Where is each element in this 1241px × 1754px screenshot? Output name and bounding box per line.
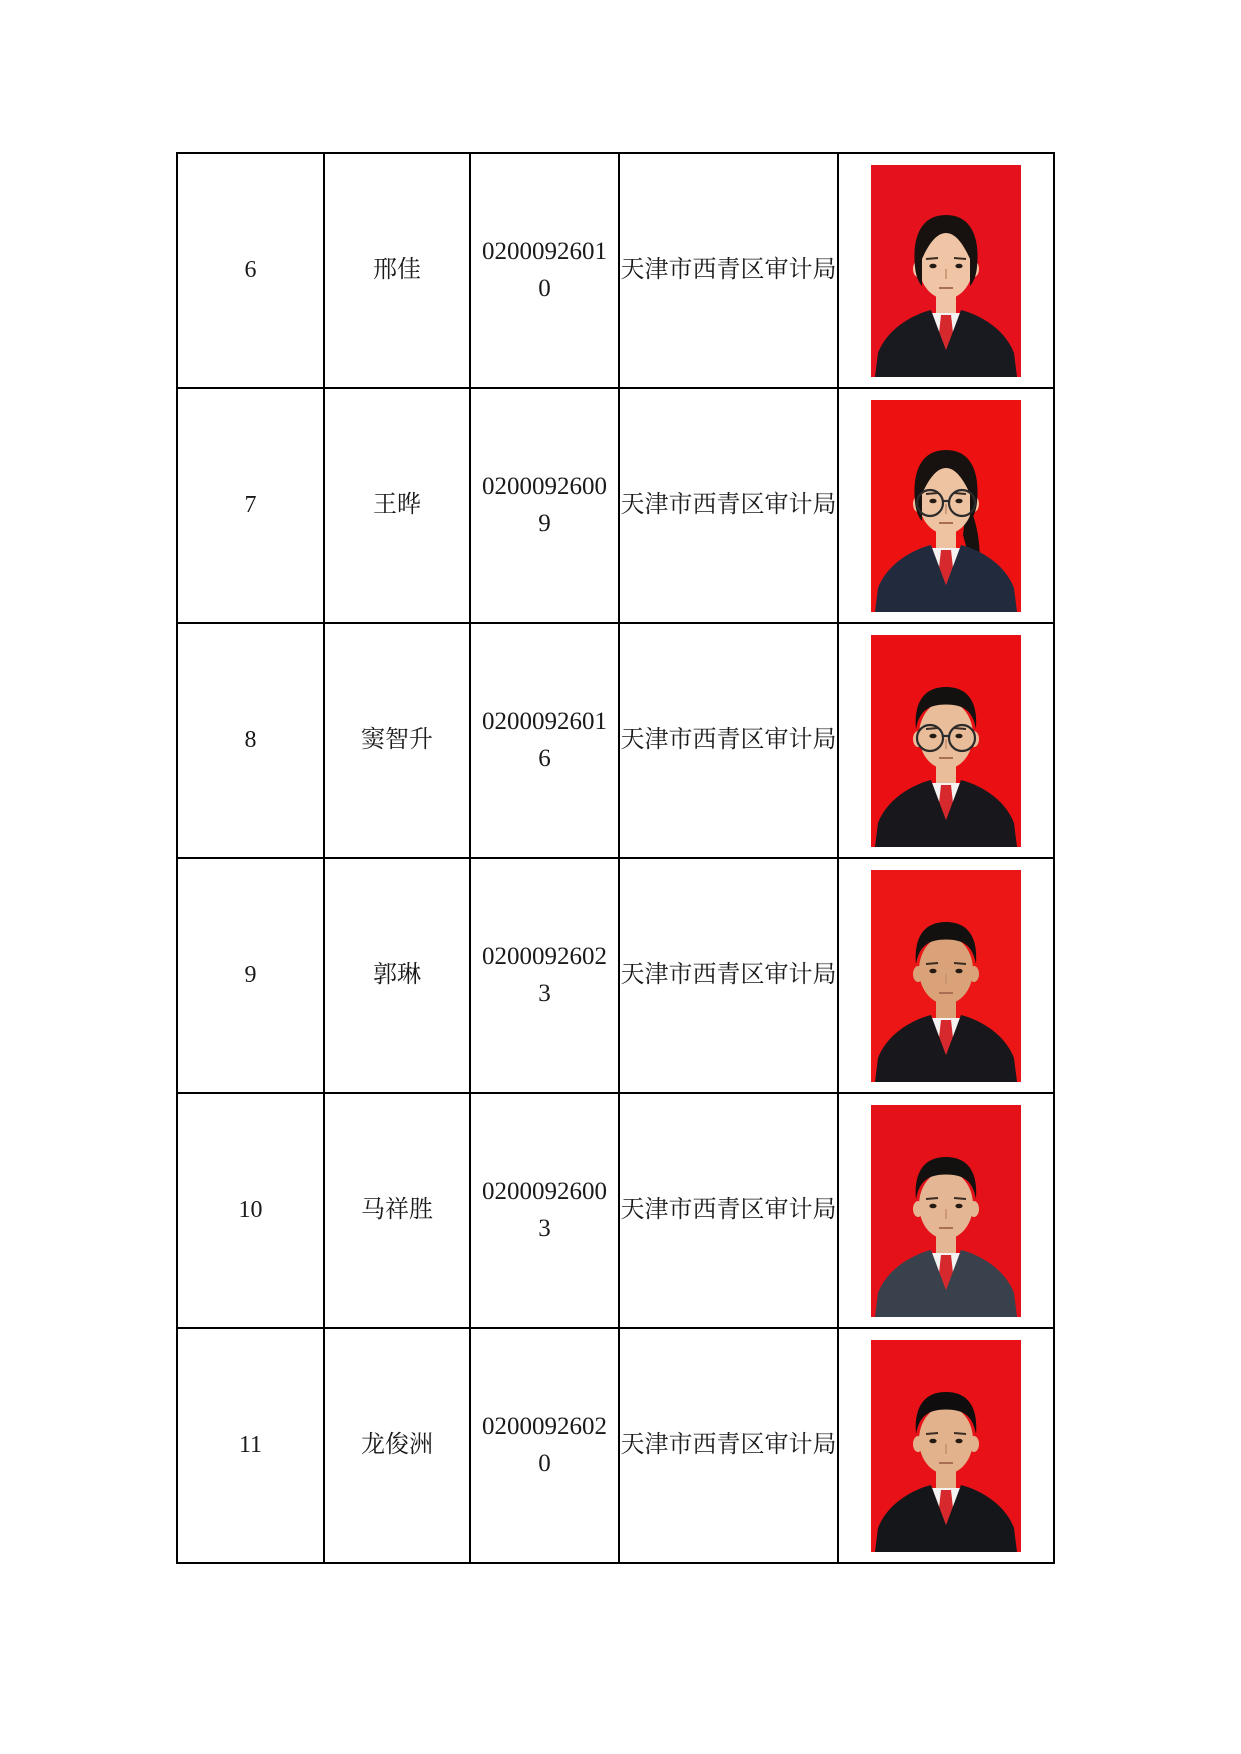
cell-photo xyxy=(838,1328,1054,1563)
cell-photo xyxy=(838,388,1054,623)
eyebrow xyxy=(926,493,938,494)
eyebrow xyxy=(926,963,938,964)
cell-row-index xyxy=(177,858,324,1093)
id-number: 02000926010 xyxy=(482,238,607,302)
cell-person-name xyxy=(324,153,470,388)
cell-photo xyxy=(838,623,1054,858)
cell-person-name xyxy=(324,623,470,858)
cell-row-index xyxy=(177,1328,324,1563)
eyebrow xyxy=(926,258,938,259)
person-name: 马祥胜 xyxy=(361,1197,433,1224)
cell-organization xyxy=(619,153,838,388)
roster-table-body xyxy=(177,153,1054,1563)
eye xyxy=(955,733,962,738)
id-number: 02000926003 xyxy=(482,1178,607,1242)
cell-organization xyxy=(619,1328,838,1563)
cell-person-name xyxy=(324,388,470,623)
cell-row-index xyxy=(177,388,324,623)
id-number: 02000926023 xyxy=(482,943,607,1007)
cell-id-number xyxy=(470,858,619,1093)
eyebrow xyxy=(954,493,966,494)
eyebrow xyxy=(926,1198,938,1199)
eyebrow xyxy=(926,728,938,729)
table-row xyxy=(177,388,1054,623)
id-photo xyxy=(871,635,1021,847)
eye xyxy=(929,1438,936,1443)
table-row xyxy=(177,858,1054,1093)
portrait-photo xyxy=(871,400,1021,612)
row-index: 11 xyxy=(238,1432,263,1459)
cell-organization xyxy=(619,623,838,858)
eye xyxy=(955,263,962,268)
cell-id-number xyxy=(470,1093,619,1328)
id-photo xyxy=(871,165,1021,377)
eye xyxy=(955,1438,962,1443)
id-number: 02000926020 xyxy=(482,1413,607,1477)
organization-name: 天津市西青区审计局 xyxy=(620,1197,837,1224)
portrait-photo xyxy=(871,635,1021,847)
cell-photo xyxy=(838,858,1054,1093)
organization-name: 天津市西青区审计局 xyxy=(620,727,837,754)
table-row xyxy=(177,623,1054,858)
cell-row-index xyxy=(177,1093,324,1328)
cell-photo xyxy=(838,1093,1054,1328)
person-name: 龙俊洲 xyxy=(361,1432,433,1459)
row-index: 10 xyxy=(238,1197,263,1224)
cell-id-number xyxy=(470,153,619,388)
eyebrow xyxy=(954,728,966,729)
person-name: 邢佳 xyxy=(373,257,421,284)
cell-organization xyxy=(619,388,838,623)
cell-row-index xyxy=(177,623,324,858)
eye xyxy=(929,498,936,503)
eyebrow xyxy=(954,963,966,964)
portrait-photo xyxy=(871,1105,1021,1317)
cell-organization xyxy=(619,858,838,1093)
eye xyxy=(955,968,962,973)
row-index: 6 xyxy=(244,257,257,284)
organization-name: 天津市西青区审计局 xyxy=(620,257,837,284)
eye xyxy=(955,1203,962,1208)
cell-person-name xyxy=(324,1328,470,1563)
table-row xyxy=(177,1093,1054,1328)
organization-name: 天津市西青区审计局 xyxy=(620,962,837,989)
organization-name: 天津市西青区审计局 xyxy=(620,492,837,519)
portrait-photo xyxy=(871,1340,1021,1552)
eyebrow xyxy=(954,258,966,259)
eyebrow xyxy=(926,1433,938,1434)
personnel-roster-table xyxy=(176,152,1055,1564)
cell-id-number xyxy=(470,1328,619,1563)
eye xyxy=(929,263,936,268)
cell-id-number xyxy=(470,388,619,623)
person-name: 郭琳 xyxy=(373,962,421,989)
cell-organization xyxy=(619,1093,838,1328)
id-number: 02000926009 xyxy=(482,473,607,537)
eye xyxy=(955,498,962,503)
portrait-photo xyxy=(871,870,1021,1082)
eye xyxy=(929,1203,936,1208)
row-index: 9 xyxy=(244,962,257,989)
row-index: 8 xyxy=(244,727,257,754)
cell-person-name xyxy=(324,1093,470,1328)
cell-row-index xyxy=(177,153,324,388)
organization-name: 天津市西青区审计局 xyxy=(620,1432,837,1459)
portrait-photo xyxy=(871,165,1021,377)
eye xyxy=(929,733,936,738)
cell-photo xyxy=(838,153,1054,388)
id-number: 02000926016 xyxy=(482,708,607,772)
row-index: 7 xyxy=(244,492,257,519)
id-photo xyxy=(871,1340,1021,1552)
cell-id-number xyxy=(470,623,619,858)
id-photo xyxy=(871,1105,1021,1317)
eye xyxy=(929,968,936,973)
table-row xyxy=(177,1328,1054,1563)
eyebrow xyxy=(954,1198,966,1199)
person-name: 窦智升 xyxy=(361,727,433,754)
table-row xyxy=(177,153,1054,388)
eyebrow xyxy=(954,1433,966,1434)
cell-person-name xyxy=(324,858,470,1093)
person-name: 王晔 xyxy=(373,492,421,519)
id-photo xyxy=(871,400,1021,612)
id-photo xyxy=(871,870,1021,1082)
